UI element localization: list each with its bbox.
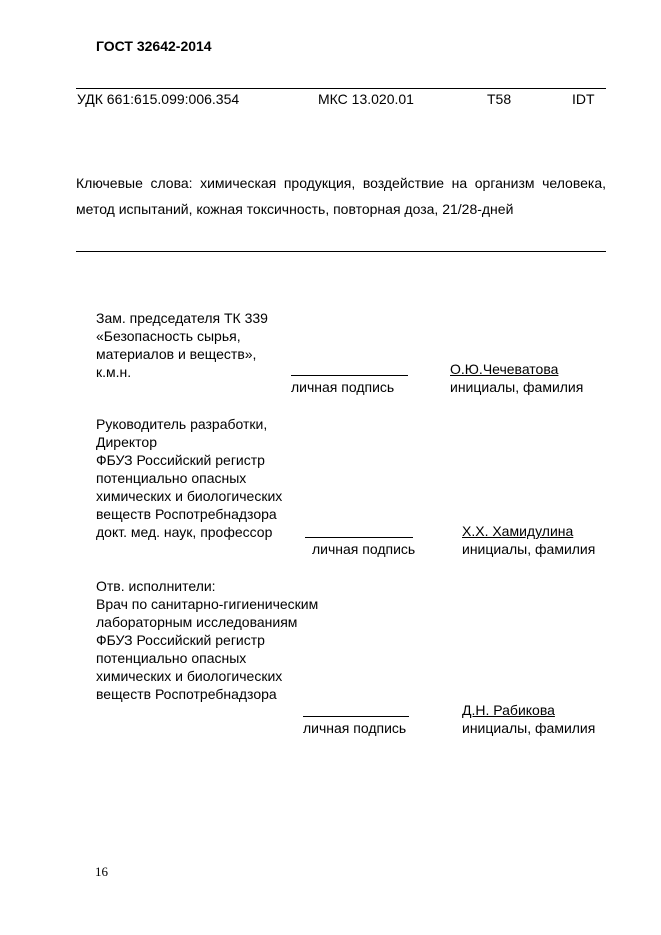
signature-line-2 <box>305 537 413 538</box>
position-line: потенциально опасных <box>96 470 247 486</box>
signature-label-2: личная подпись <box>312 541 416 557</box>
udk-code: УДК 661:615.099:006.354 <box>77 91 240 107</box>
position-line: Зам. председателя ТК 339 <box>96 310 268 326</box>
standard-number: ГОСТ 32642-2014 <box>96 38 212 54</box>
mks-code: МКС 13.020.01 <box>318 91 414 107</box>
position-line: химических и биологических <box>96 668 283 684</box>
signatory-name-2: Х.Х. Хамидулина <box>462 523 574 539</box>
signatory-name-1: О.Ю.Чечеватова <box>450 361 559 377</box>
position-line: веществ Роспотребнадзора <box>96 686 277 702</box>
position-line: докт. мед. наук, профессор <box>96 524 273 540</box>
position-line: материалов и веществ», <box>96 346 257 362</box>
position-line: Врач по санитарно-гигиеническим <box>96 596 319 612</box>
position-line: веществ Роспотребнадзора <box>96 506 277 522</box>
name-label-1: инициалы, фамилия <box>450 379 584 395</box>
position-line: Директор <box>96 434 157 450</box>
signatory-2-position <box>96 415 282 541</box>
signature-line-1 <box>291 375 408 376</box>
position-line: «Безопасность сырья, <box>96 328 241 344</box>
name-label-2: инициалы, фамилия <box>462 541 596 557</box>
signature-label-3: личная подпись <box>303 720 407 736</box>
signatory-1-position <box>96 309 268 381</box>
position-line: Отв. исполнители: <box>96 578 216 594</box>
page-number: 16 <box>95 864 108 879</box>
position-line: к.м.н. <box>96 364 132 380</box>
keywords: Ключевые слова: химическая продукция, воздействие на организм человека, метод испытаний, кожная токсичность, повторная доза, 21/28-дней <box>76 175 606 217</box>
position-line: ФБУЗ Российский регистр <box>96 452 265 468</box>
position-line: ФБУЗ Российский регистр <box>96 632 265 648</box>
signatory-name-3: Д.Н. Рабикова <box>462 702 555 718</box>
signatory-3-position <box>96 577 318 703</box>
group-code: T58 <box>487 91 512 107</box>
position-line: химических и биологических <box>96 488 283 504</box>
position-line: Руководитель разработки, <box>96 416 268 432</box>
signature-label-1: личная подпись <box>291 379 395 395</box>
name-label-3: инициалы, фамилия <box>462 720 596 736</box>
position-line: лабораторным исследованиям <box>96 614 298 630</box>
signature-line-3 <box>303 716 409 717</box>
idt-code: IDT <box>572 91 595 107</box>
keywords-rule <box>76 251 606 252</box>
top-rule <box>76 88 606 89</box>
position-line: потенциально опасных <box>96 650 247 666</box>
